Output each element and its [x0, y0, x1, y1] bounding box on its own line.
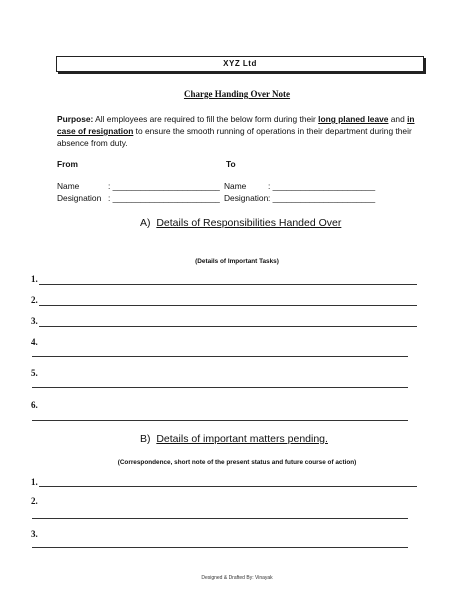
purpose-label: Purpose:	[57, 114, 94, 124]
task-line[interactable]	[39, 326, 417, 327]
from-name-field[interactable]: : _______________________	[108, 181, 220, 191]
task-line[interactable]	[39, 305, 417, 306]
to-designation-label: Designation	[224, 193, 269, 203]
task-line[interactable]	[39, 284, 417, 285]
purpose-text-3: to ensure the smooth running of operations in their department during their absence from duty.	[57, 126, 412, 148]
to-name-label: Name	[224, 181, 247, 191]
form-title: Charge Handing Over Note	[183, 89, 291, 99]
to-name-field[interactable]: : ______________________	[268, 181, 376, 191]
company-header	[56, 56, 424, 72]
section-a-heading	[140, 217, 341, 229]
section-b-subtitle: (Correspondence, short note of the present status and future course of action)	[117, 459, 357, 466]
to-designation-field[interactable]: : ______________________	[268, 193, 376, 203]
section-b-prefix: B)	[140, 433, 151, 445]
purpose-paragraph	[57, 113, 417, 149]
task-number: 5.	[31, 368, 38, 378]
pending-line[interactable]	[32, 518, 408, 519]
task-number: 6.	[31, 400, 38, 410]
section-a-title: Details of Responsibilities Handed Over	[156, 217, 342, 229]
section-b-title: Details of important matters pending.	[156, 433, 328, 445]
purpose-text-1: All employees are required to fill the below form during their	[93, 114, 319, 124]
purpose-text-2: and	[388, 114, 408, 124]
purpose-leave-emphasis: long planed leave	[318, 114, 389, 124]
task-line[interactable]	[32, 356, 408, 357]
section-a-prefix: A)	[140, 217, 151, 229]
from-heading: From	[57, 159, 78, 169]
task-number: 2.	[31, 295, 38, 305]
pending-line[interactable]	[32, 547, 408, 548]
pending-number: 2.	[31, 496, 38, 506]
purpose-resignation-emphasis: in case of resignation	[57, 114, 415, 136]
section-a-subtitle: (Details of Important Tasks)	[195, 258, 279, 265]
task-line[interactable]	[32, 387, 408, 388]
section-b-heading	[140, 433, 328, 445]
task-number: 3.	[31, 316, 38, 326]
from-designation-label: Designation	[57, 193, 102, 203]
from-designation-field[interactable]: : _______________________	[108, 193, 220, 203]
pending-line[interactable]	[39, 486, 417, 487]
company-name: XYZ Ltd	[223, 59, 257, 68]
pending-number: 3.	[31, 529, 38, 539]
pending-number: 1.	[31, 477, 38, 487]
task-number: 4.	[31, 337, 38, 347]
task-line[interactable]	[32, 420, 408, 421]
footer-credit: Designed & Drafted By: Vinayak	[201, 575, 273, 581]
from-name-label: Name	[57, 181, 80, 191]
task-number: 1.	[31, 274, 38, 284]
to-heading: To	[226, 159, 236, 169]
